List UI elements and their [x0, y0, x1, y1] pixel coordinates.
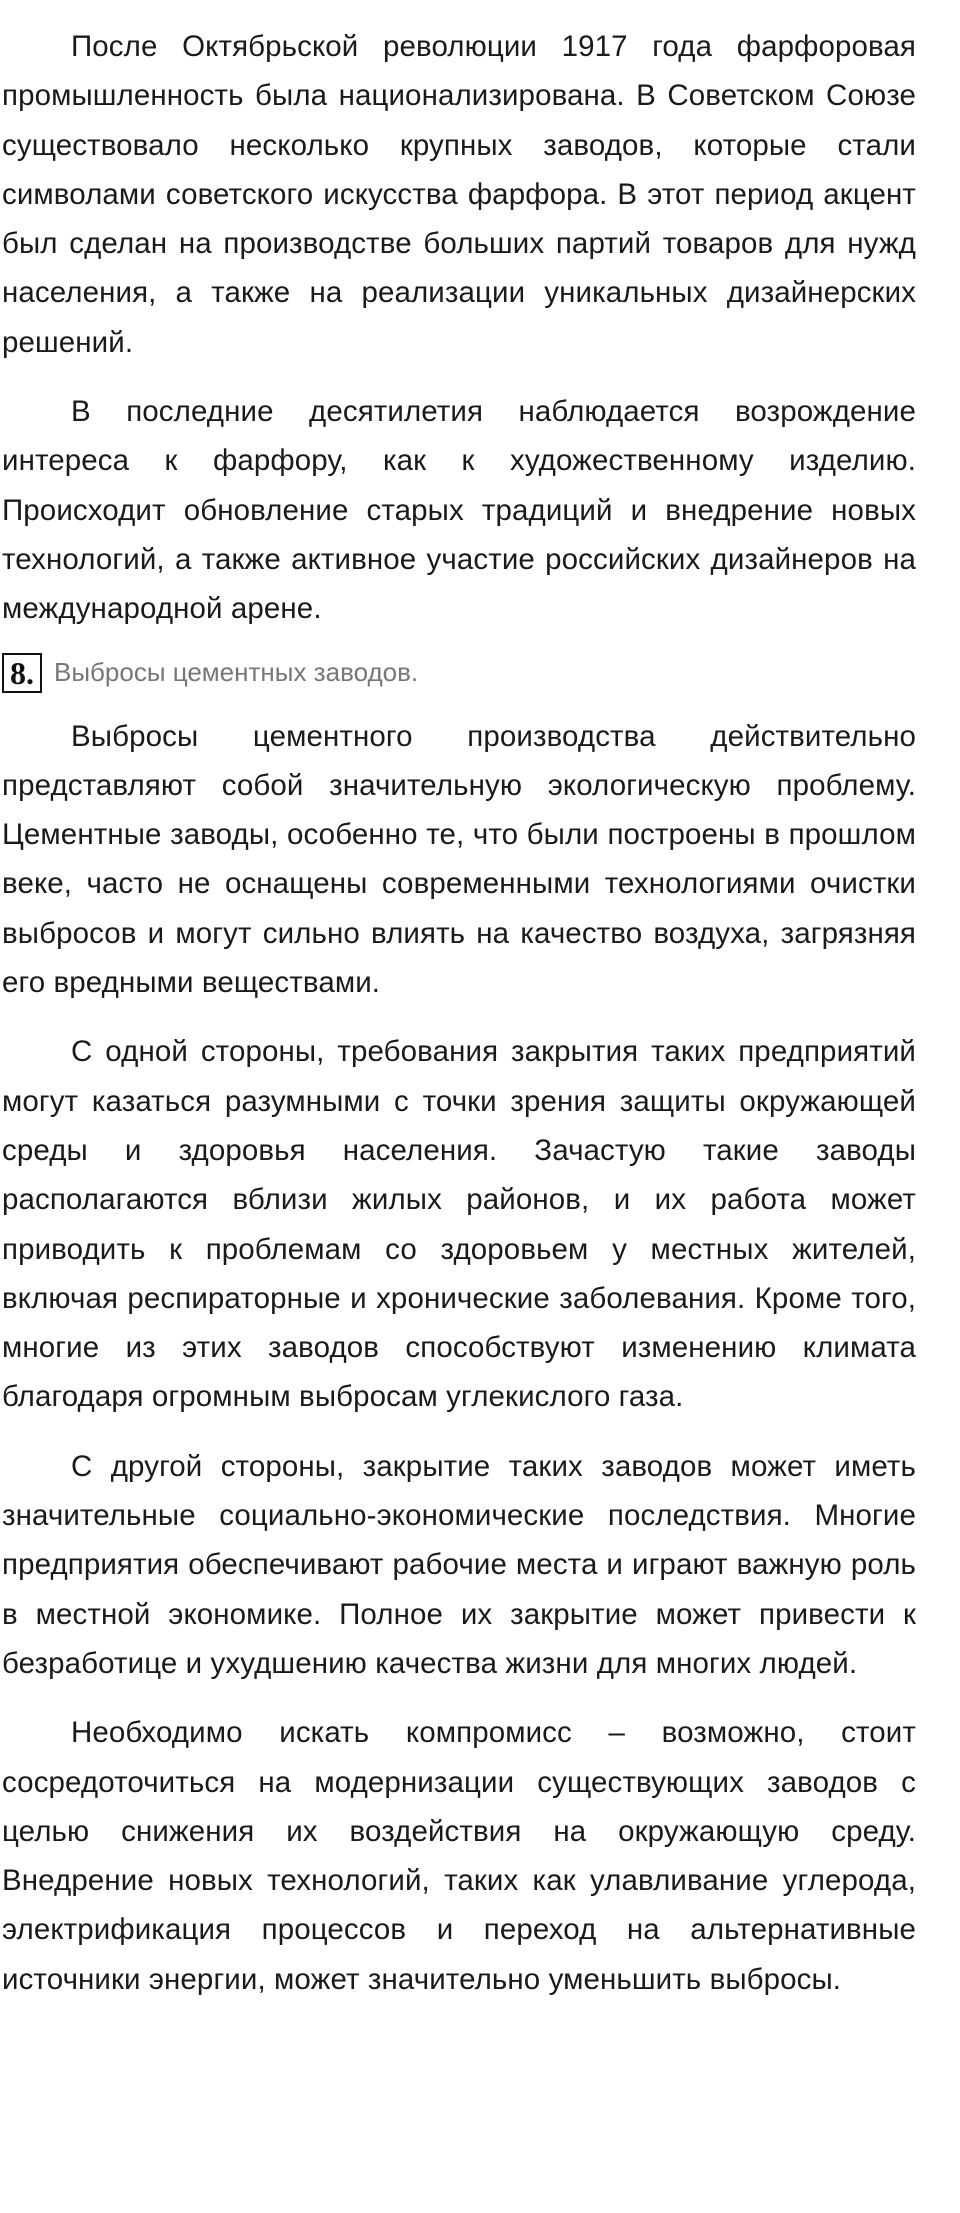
essay-paragraph-2: С одной стороны, требования закрытия таких предприятий могут казаться разумными с точки зрения защиты окружающей среды и здоровья населения. Зачастую такие заводы располагаются вблизи жилых районов, и их работа может приводить к проблемам со здоровьем у местных жителей, включая респираторные и хронические заболевания. Кроме того, многие из этих заводов способствуют изменению климата благодаря огромным выбросам углекислого газа.	[2, 1035, 916, 1414]
intro-paragraph-1: После Октябрьской революции 1917 года фарфоровая промышленность была национализирована. В Советском Союзе существовало несколько крупных заводов, которые стали символами советского искусства фарфора. В этот период акцент был сделан на производстве больших партий товаров для нужд населения, а также на реализации уникальных дизайнерских решений.	[2, 30, 916, 359]
task-title: Выбросы цементных заводов.	[54, 657, 419, 688]
task-header	[2, 648, 916, 698]
essay-paragraph-3: С другой стороны, закрытие таких заводов может иметь значительные социально-экономические последствия. Многие предприятия обеспечивают рабочие места и играют важную роль в местной экономике. Полное их закрытие может привести к безработице и ухудшению качества жизни для многих людей.	[2, 1449, 916, 1680]
essay-paragraph-4: Необходимо искать компромисс – возможно, стоит сосредоточиться на модернизации существующих заводов с целью снижения их воздействия на окружающую среду. Внедрение новых технологий, таких как улавливание углерода, электрификация процессов и переход на альтернативные источники энергии, может значительно уменьшить выбросы.	[2, 1716, 916, 1996]
essay-section	[2, 712, 916, 2004]
intro-paragraph-2: В последние десятилетия наблюдается возрождение интереса к фарфору, как к художественному изделию. Происходит обновление старых традиций и внедрение новых технологий, а также активное участие российских дизайнеров на международной арене.	[2, 395, 916, 626]
task-number-badge: 8.	[2, 653, 42, 693]
intro-section	[2, 22, 916, 634]
essay-paragraph-1: Выбросы цементного производства действительно представляют собой значительную экологическую проблему. Цементные заводы, особенно те, что были построены в прошлом веке, часто не оснащены современными технологиями очистки выбросов и могут сильно влиять на качество воздуха, загрязняя его вредными веществами.	[2, 719, 916, 1000]
